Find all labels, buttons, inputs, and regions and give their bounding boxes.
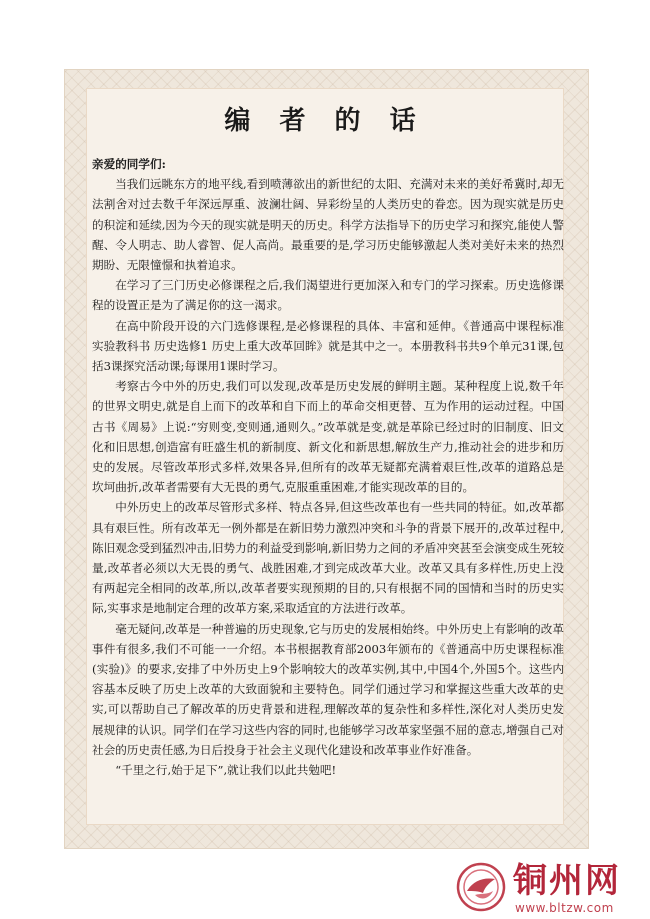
paragraph: 在学习了三门历史必修课程之后,我们渴望进行更加深入和专门的学习探索。历史选修课程的设置正是为了满足你的这一渴求。 xyxy=(92,278,564,313)
greeting: 亲爱的同学们: xyxy=(92,157,166,171)
paragraph: “千里之行,始于足下”,就让我们以此共勉吧! xyxy=(115,763,337,778)
page-title: 编 者 的 话 xyxy=(224,106,426,136)
paragraph: 当我们远眺东方的地平线,看到喷薄欲出的新世纪的太阳、充满对未来的美好希冀时,却无法割舍对过去数千年深远厚重、波澜壮阔、异彩纷呈的人类历史的眷恋。因为现实就是历史的积淀和延续,因为今天的现实就是明天的历史。科学方法指导下的历史学习和探究,能使人警醒、令人明志、助人睿智、促人高尚。最重要的是,学习历史能够激起人类对美好未来的热烈期盼、无限憧憬和执着追求。 xyxy=(92,177,564,273)
watermark-site-name: 铜州网 xyxy=(513,861,621,901)
letter-body xyxy=(92,154,564,780)
dove-circle-logo-icon xyxy=(455,861,511,913)
paragraph: 在高中阶段开设的六门选修课程,是必修课程的具体、丰富和延伸。《普通高中课程标准实验教科书 历史选修1 历史上重大改革回眸》就是其中之一。本册教科书共9个单元31课,包括3课探究活动课;每课用1课时学习。 xyxy=(92,318,564,374)
watermark-url: www.bltzw.com xyxy=(515,901,614,915)
paragraph: 中外历史上的改革尽管形式多样、特点各异,但这些改革也有一些共同的特征。如,改革都具有艰巨性。所有改革无一例外都是在新旧势力激烈冲突和斗争的背景下展开的,改革过程中,陈旧观念受到猛烈冲击,旧势力的利益受到影响,新旧势力之间的矛盾冲突甚至会演变成生死较量,改革者必须以大无畏的勇气、战胜困难,才到完成改革大业。改革又具有多样性,历史上没有两起完全相同的改革,所以,改革者要实现预期的目的,只有根据不同的国情和当时的历史实际,实事求是地制定合理的改革方案,采取适宜的方法进行改革。 xyxy=(92,500,564,616)
site-watermark xyxy=(455,861,645,917)
paragraph: 毫无疑问,改革是一种普遍的历史现象,它与历史的发展相始终。中外历史上有影响的改革事件有很多,我们不可能一一介绍。本书根据教育部2003年颁布的《普通高中历史课程标准(实验)》的要求,安排了中外历史上9个影响较大的改革实例,其中,中国4个,外国5个。这些内容基本反映了历史上改革的大致面貌和主要特色。同学们通过学习和掌握这些重大改革的史实,可以帮助自己了解改革的历史背景和进程,理解改革的复杂性和多样性,深化对人类历史发展规律的认识。同学们在学习这些内容的同时,也能够学习改革家坚强不屈的意志,增强自己对社会的历史责任感,为日后投身于社会主义现代化建设和改革事业作好准备。 xyxy=(92,621,564,757)
paragraph: 考察古今中外的历史,我们可以发现,改革是历史发展的鲜明主题。某种程度上说,数千年的世界文明史,就是自上而下的改革和自下而上的革命交相更替、互为作用的运动过程。中国古书《周易》上说:“穷则变,变则通,通则久。”改革就是变,就是革除已经过时的旧制度、旧文化和旧思想,创造富有旺盛生机的新制度、新文化和新思想,解放生产力,推动社会的进步和历史的发展。尽管改革形式多样,效果各异,但所有的改革无疑都充满着艰巨性,改革的道路总是坎坷曲折,改革者需要有大无畏的勇气,克服重重困难,才能实现改革的目的。 xyxy=(92,379,564,495)
